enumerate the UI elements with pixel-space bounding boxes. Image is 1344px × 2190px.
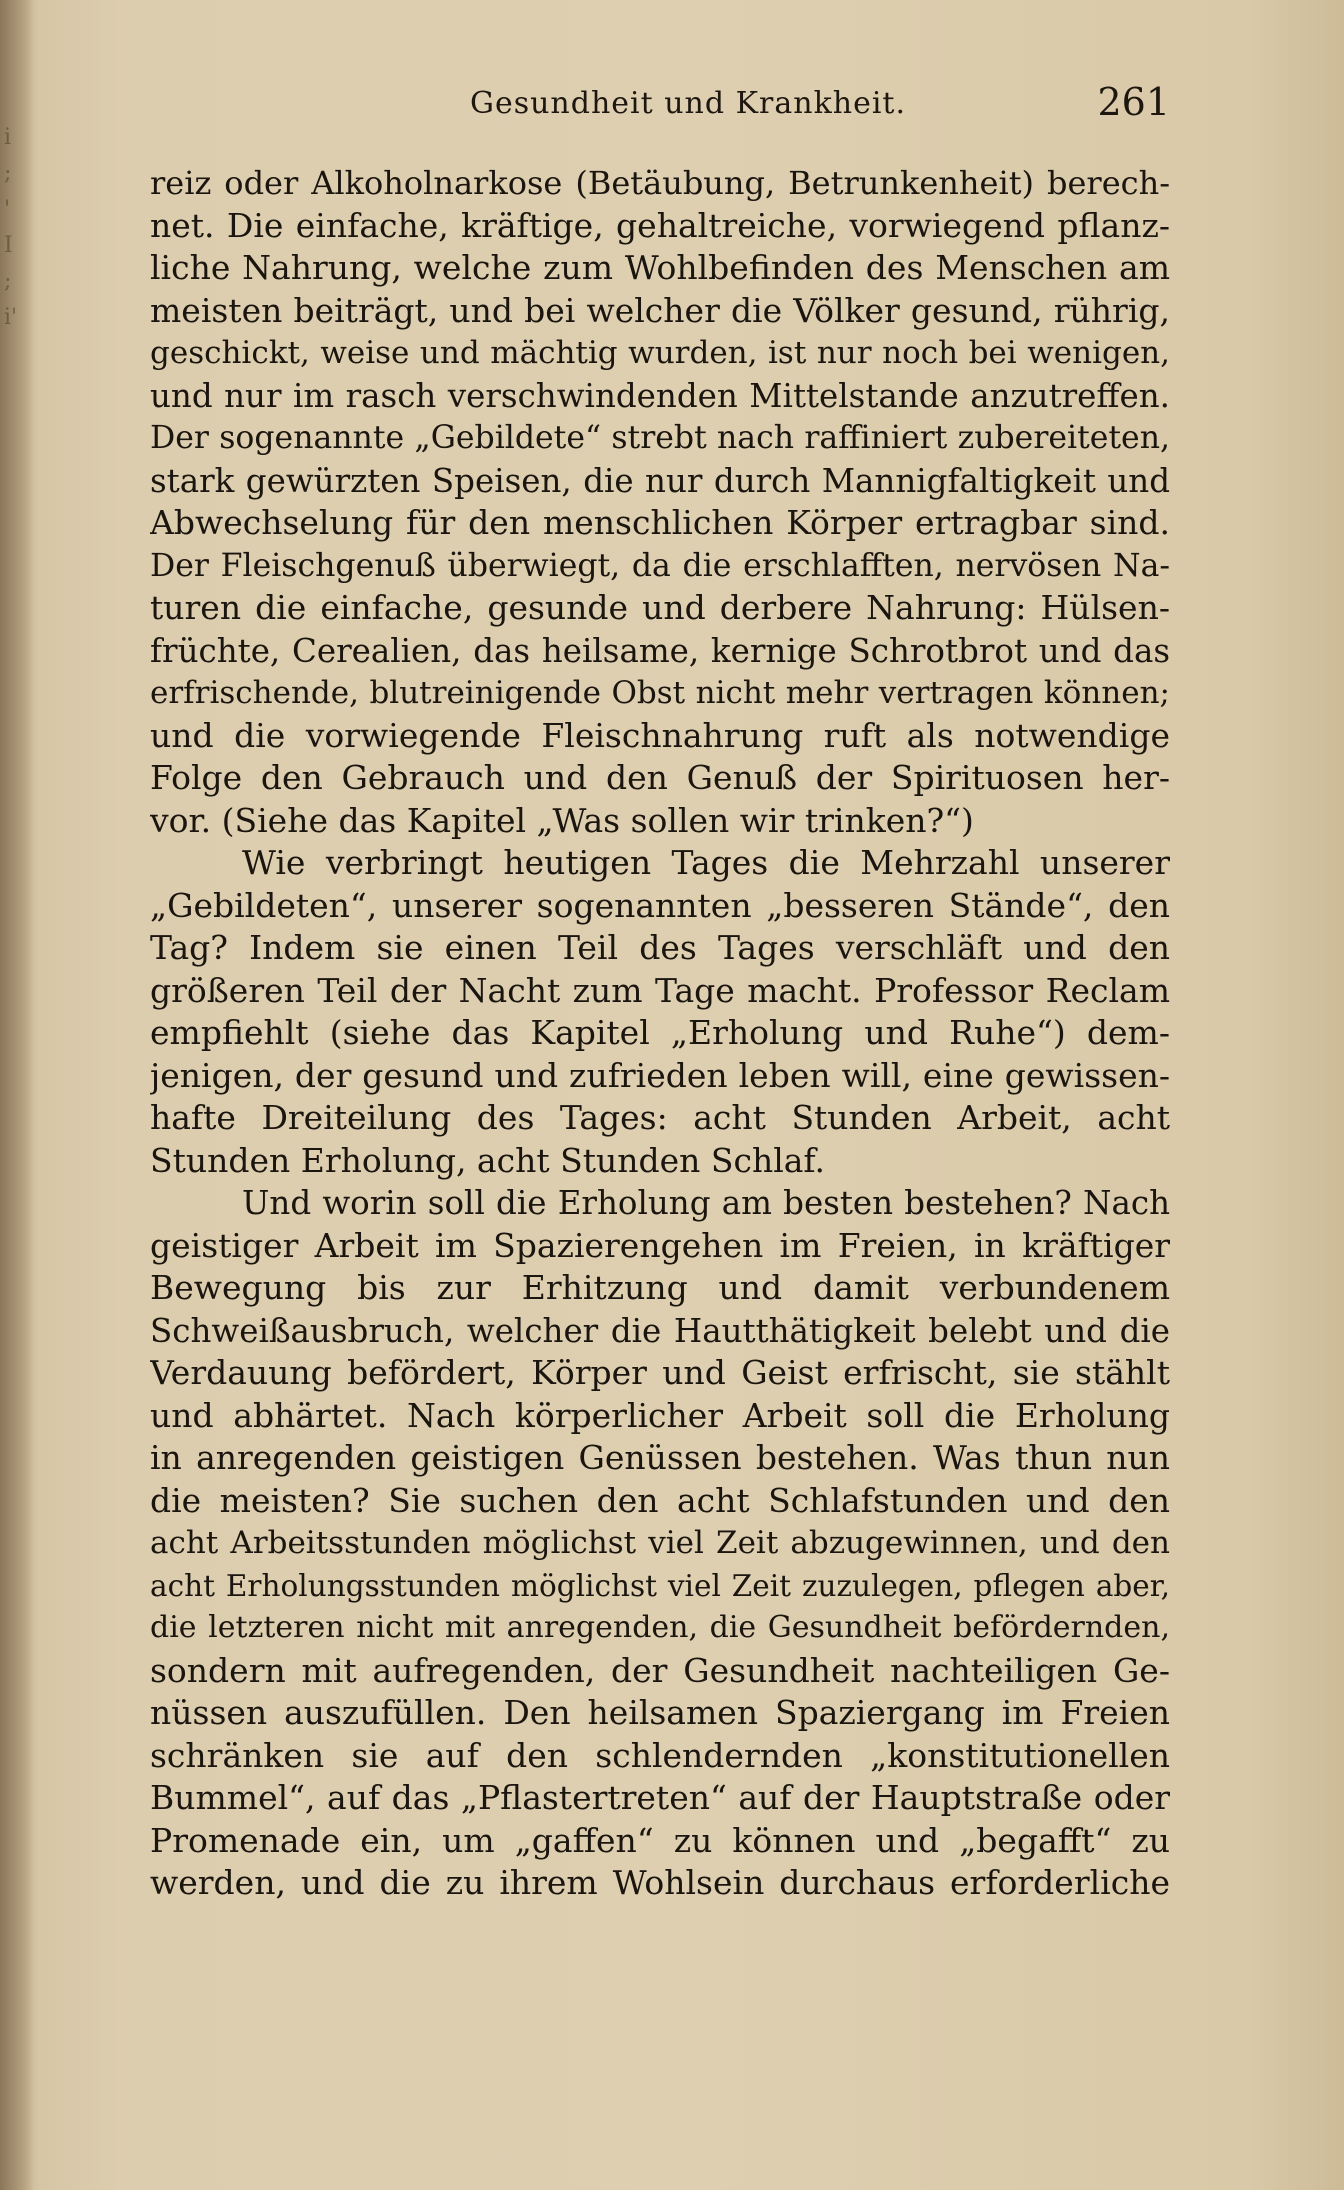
text-line: Schweißausbruch, welcher die Hautthätigkeit belebt und die — [150, 1311, 1170, 1350]
text-line: Promenade ein, um „gaffen“ zu können und „begafft“ zu — [150, 1820, 1170, 1860]
text-line: erfrischende, blutreinigende Obst nicht mehr vertragen können; — [150, 675, 1170, 711]
text-line: net. Die einfache, kräftige, gehaltreiche, vorwiegend pflanz- — [150, 205, 1170, 245]
text-line: Bewegung bis zur Erhitzung und damit verbundenem — [150, 1268, 1170, 1307]
text-line: hafte Dreiteilung des Tages: acht Stunden Arbeit, acht — [150, 1098, 1170, 1137]
text-line: turen die einfache, gesunde und derbere Nahrung: Hülsen- — [150, 588, 1170, 627]
text-line: liche Nahrung, welche zum Wohlbefinden des Menschen am — [150, 248, 1170, 287]
text-line: früchte, Cerealien, das heilsame, kernige Schrotbrot und das — [150, 631, 1170, 670]
text-line: werden, und die zu ihrem Wohlsein durchaus erforderliche — [150, 1863, 1170, 1902]
running-title: Gesundheit und Krankheit. — [470, 86, 907, 121]
text-line: reiz oder Alkoholnarkose (Betäubung, Betrunkenheit) berech- — [150, 164, 1170, 202]
text-line: empfiehlt (siehe das Kapitel „Erholung und Ruhe“) dem- — [150, 1013, 1170, 1052]
text-line: Abwechselung für den menschlichen Körper ertragbar sind. — [150, 503, 1170, 542]
page-number: 261 — [1097, 80, 1170, 124]
text-line: Verdauung befördert, Körper und Geist erfrischt, sie stählt — [150, 1353, 1170, 1392]
text-line: Folge den Gebrauch und den Genuß der Spirituosen her- — [150, 758, 1170, 797]
text-line: jenigen, der gesund und zufrieden leben will, eine gewissen- — [150, 1055, 1170, 1095]
text-line: Der sogenannte „Gebildete“ strebt nach raffiniert zubereiteten, — [150, 420, 1170, 456]
text-line: Stunden Erholung, acht Stunden Schlaf. — [150, 1140, 825, 1180]
text-line: Bummel“, auf das „Pflastertreten“ auf der Hauptstraße oder — [150, 1778, 1170, 1817]
text-line: geistiger Arbeit im Spazierengehen im Freien, in kräftiger — [150, 1225, 1170, 1265]
body-text — [150, 162, 1170, 1905]
text-line: geschickt, weise und mächtig wurden, ist nur noch bei wenigen, — [150, 335, 1170, 371]
text-line: Der Fleischgenuß überwiegt, da die erschlafften, nervösen Na- — [150, 547, 1170, 584]
text-line: und die vorwiegende Fleischnahrung ruft als notwendige — [150, 715, 1170, 755]
text-line: meisten beiträgt, und bei welcher die Völker gesund, rührig, — [150, 290, 1170, 330]
gutter-marks: i ; ' I ; i' — [4, 125, 18, 330]
text-line: in anregenden geistigen Genüssen bestehen. Was thun nun — [150, 1438, 1170, 1477]
text-line: acht Arbeitsstunden möglichst viel Zeit abzugewinnen, und den — [150, 1525, 1170, 1561]
text-line: die letzteren nicht mit anregenden, die Gesundheit befördernden, — [150, 1610, 1170, 1645]
text-line: sondern mit aufregenden, der Gesundheit nachteiligen Ge- — [150, 1650, 1170, 1690]
text-line: schränken sie auf den schlendernden „konstitutionellen — [150, 1735, 1170, 1775]
text-line: Tag? Indem sie einen Teil des Tages verschläft und den — [150, 928, 1170, 967]
text-line: stark gewürzten Speisen, die nur durch Mannigfaltigkeit und — [150, 461, 1170, 500]
paragraph-start-line: Wie verbringt heutigen Tages die Mehrzahl unserer — [242, 843, 1170, 882]
text-line: größeren Teil der Nacht zum Tage macht. Professor Reclam — [150, 970, 1170, 1010]
text-line: vor. (Siehe das Kapitel „Was sollen wir trinken?“) — [150, 800, 974, 840]
page-gutter — [0, 0, 34, 2190]
text-line: acht Erholungsstunden möglichst viel Zeit zuzulegen, pflegen aber, — [150, 1568, 1170, 1603]
text-line: die meisten? Sie suchen den acht Schlafstunden und den — [150, 1480, 1170, 1520]
text-line: nüssen auszufüllen. Den heilsamen Spaziergang im Freien — [150, 1693, 1170, 1732]
paragraph-start-line: Und worin soll die Erholung am besten bestehen? Nach — [242, 1184, 1170, 1222]
page-header — [150, 80, 1170, 140]
text-line: und nur im rasch verschwindenden Mittelstande anzutreffen. — [150, 376, 1170, 415]
text-line: „Gebildeten“, unserer sogenannten „besseren Stände“, den — [150, 885, 1170, 925]
text-line: und abhärtet. Nach körperlicher Arbeit soll die Erholung — [150, 1395, 1170, 1435]
